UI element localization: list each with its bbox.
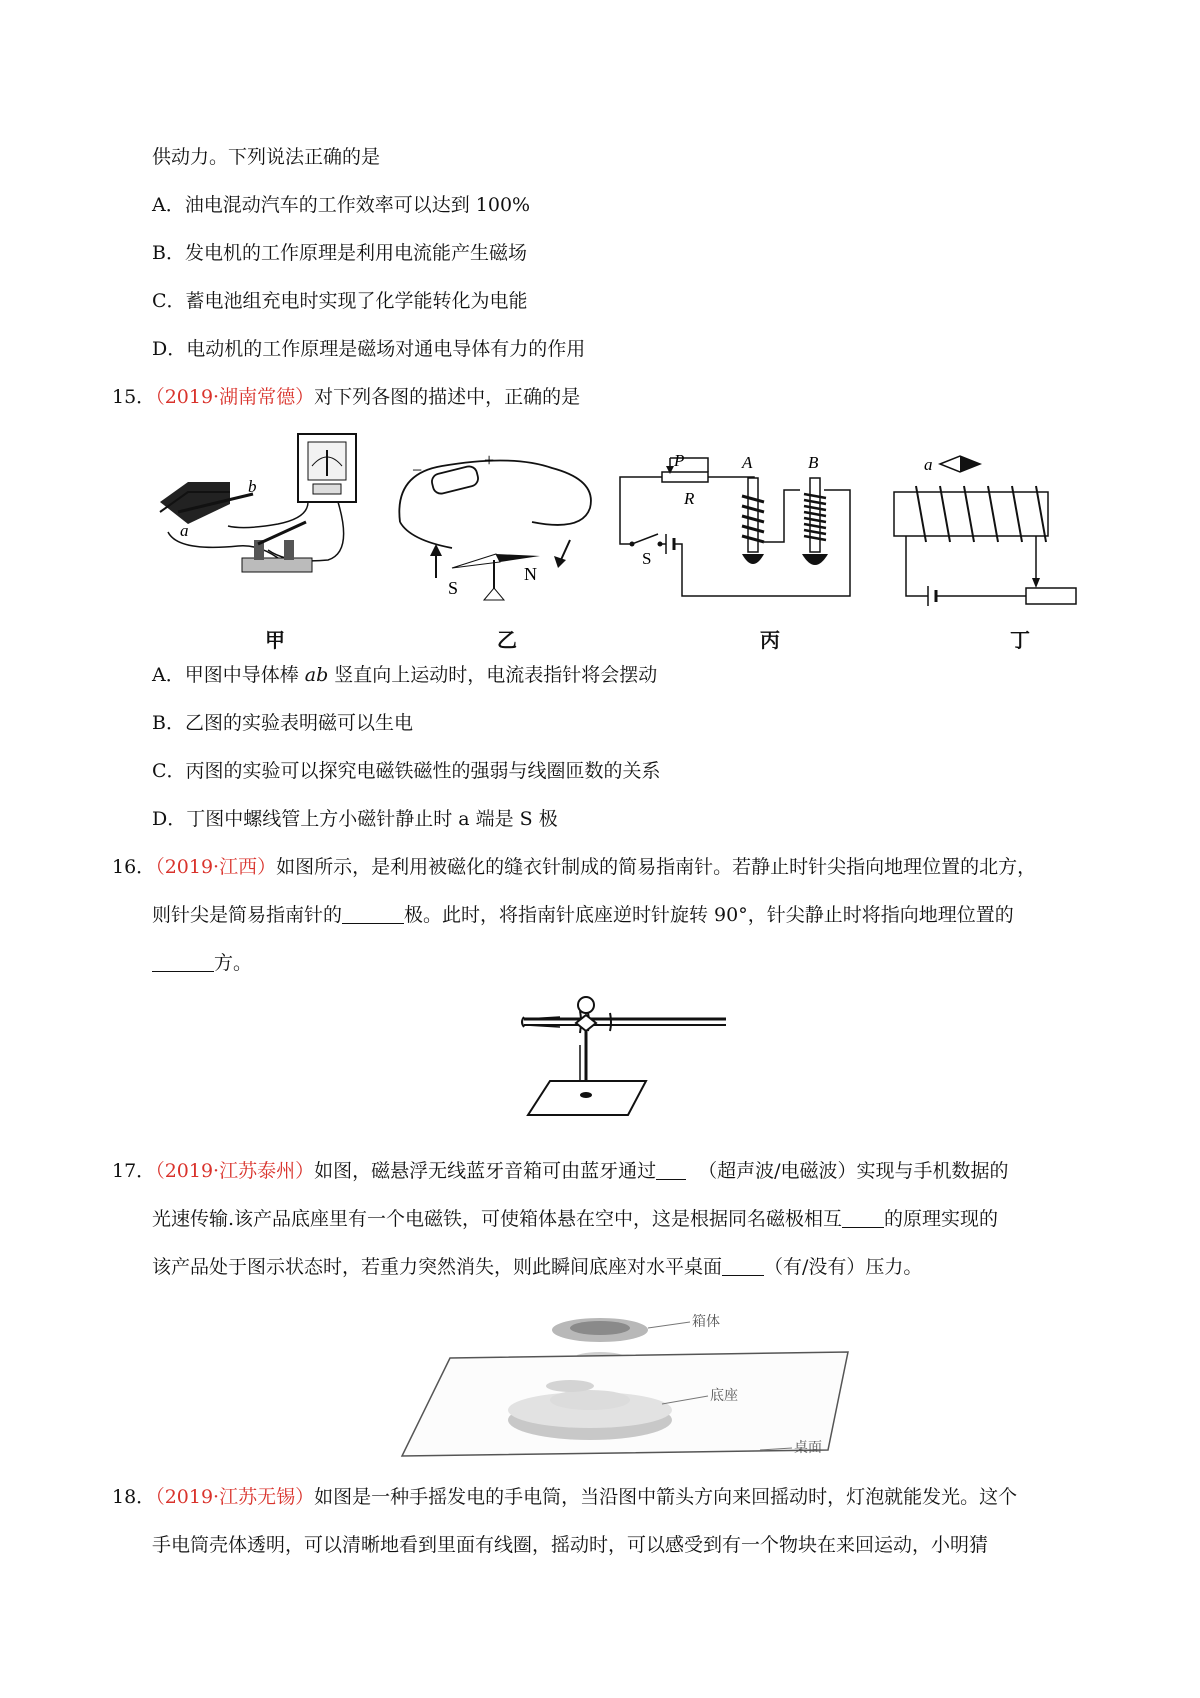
figure-maglev-speaker: [400, 1300, 850, 1462]
q14-option-d: D．电动机的工作原理是磁场对通电导体有力的作用: [152, 338, 586, 360]
q15-option-c: C．丙图的实验可以探究电磁铁磁性的强弱与线圈匝数的关系: [152, 760, 661, 782]
q16-line3-b: 方。: [214, 952, 253, 974]
jia-label-b: b: [248, 477, 257, 496]
bing-label-a: A: [742, 453, 753, 472]
yi-label-plus: +: [484, 450, 495, 470]
q18-source: （2019·江苏无锡）: [155, 1486, 315, 1508]
q15-question: [112, 383, 580, 411]
q16-source: （2019·江西）: [155, 856, 277, 878]
q16-blank-2[interactable]: [152, 953, 214, 972]
q15-stem: 对下列各图的描述中，正确的是: [314, 386, 581, 408]
q17-line1: [112, 1157, 1009, 1185]
q16-line1: [112, 853, 1036, 881]
q14-option-c: C．蓄电池组充电时实现了化学能转化为电能: [152, 290, 528, 312]
q14-option-a: A．油电混动汽车的工作效率可以达到 100%: [152, 194, 531, 216]
q18-number: 18．: [112, 1486, 156, 1508]
bing-label-switch: S: [642, 549, 652, 568]
yi-label-s: S: [448, 578, 459, 598]
q16-line1-text: 如图所示，是利用被磁化的缝衣针制成的简易指南针。若静止时针尖指向地理位置的北方，: [276, 856, 1037, 878]
yi-label-minus: −: [412, 460, 423, 480]
q17-line3: [152, 1253, 922, 1281]
bing-label-b: B: [808, 453, 819, 472]
figure-ding-solenoid: [886, 452, 1086, 612]
q17-line3-b: （有/没有）压力。: [764, 1256, 923, 1278]
q17-blank-1[interactable]: [656, 1161, 686, 1180]
q15-option-a-pre: A．甲图中导体棒: [152, 664, 305, 686]
caption-ding: 丁: [1010, 628, 1030, 652]
q17-line1-b: （超声波/电磁波）实现与手机数据的: [698, 1160, 1009, 1182]
q16-line3: [152, 949, 252, 977]
figure-jia-induction: [158, 432, 358, 612]
q15-option-a-post: 竖直向上运动时，电流表指针将会摆动: [328, 664, 658, 686]
caption-bing: 丙: [760, 628, 780, 652]
q15-number: 15．: [112, 386, 156, 408]
maglev-label-box: 箱体: [692, 1315, 720, 1330]
q17-number: 17．: [112, 1160, 156, 1182]
q15-option-a-ab: ab: [304, 664, 329, 686]
q17-line3-a: 该产品处于图示状态时，若重力突然消失，则此瞬间底座对水平桌面: [152, 1256, 723, 1278]
maglev-label-base: 底座: [710, 1389, 738, 1404]
caption-yi: 乙: [497, 628, 517, 652]
yi-label-n: N: [524, 564, 537, 584]
figure-yi-oersted: [392, 444, 602, 614]
ding-label-a: a: [924, 455, 933, 474]
q16-line2: [152, 901, 1014, 929]
bing-label-r: R: [684, 489, 695, 508]
q15-option-b: B．乙图的实验表明磁可以生电: [152, 712, 413, 734]
jia-label-a: a: [180, 521, 189, 540]
q14-option-b: B．发电机的工作原理是利用电流能产生磁场: [152, 242, 527, 264]
q16-line2-a: 则针尖是简易指南针的: [152, 904, 343, 926]
q17-source: （2019·江苏泰州）: [155, 1160, 315, 1182]
figure-bing-electromagnet: [618, 448, 860, 608]
maglev-label-desk: 桌面: [794, 1441, 822, 1456]
q18-line2: 手电筒壳体透明，可以清晰地看到里面有线圈，摇动时，可以感受到有一个物块在来回运动，小明猜: [152, 1534, 989, 1556]
q17-blank-2[interactable]: [842, 1209, 884, 1228]
q18-line1: [112, 1483, 1017, 1511]
caption-jia: 甲: [265, 628, 285, 652]
q15-source: （2019·湖南常德）: [155, 386, 315, 408]
q16-line2-b: 极。此时，将指南针底座逆时针旋转 90°，针尖静止时将指向地理位置的: [404, 904, 1014, 926]
figure-needle-compass: [520, 995, 730, 1120]
q14-stem-tail: 供动力。下列说法正确的是: [152, 146, 381, 168]
q18-line1-text: 如图是一种手摇发电的手电筒，当沿图中箭头方向来回摇动时，灯泡就能发光。这个: [314, 1486, 1018, 1508]
q17-line2: [152, 1205, 998, 1233]
q16-blank-1[interactable]: [342, 905, 404, 924]
q15-option-d: D．丁图中螺线管上方小磁针静止时 a 端是 S 极: [152, 808, 558, 830]
q15-option-a: [152, 661, 657, 689]
q17-line1-a: 如图，磁悬浮无线蓝牙音箱可由蓝牙通过: [314, 1160, 657, 1182]
q17-blank-3[interactable]: [722, 1257, 764, 1276]
q17-line2-b: 的原理实现的: [884, 1208, 999, 1230]
q16-number: 16．: [112, 856, 156, 878]
bing-label-p: P: [674, 451, 685, 470]
q17-line2-a: 光速传输.该产品底座里有一个电磁铁，可使箱体悬在空中，这是根据同名磁极相互: [152, 1208, 843, 1230]
